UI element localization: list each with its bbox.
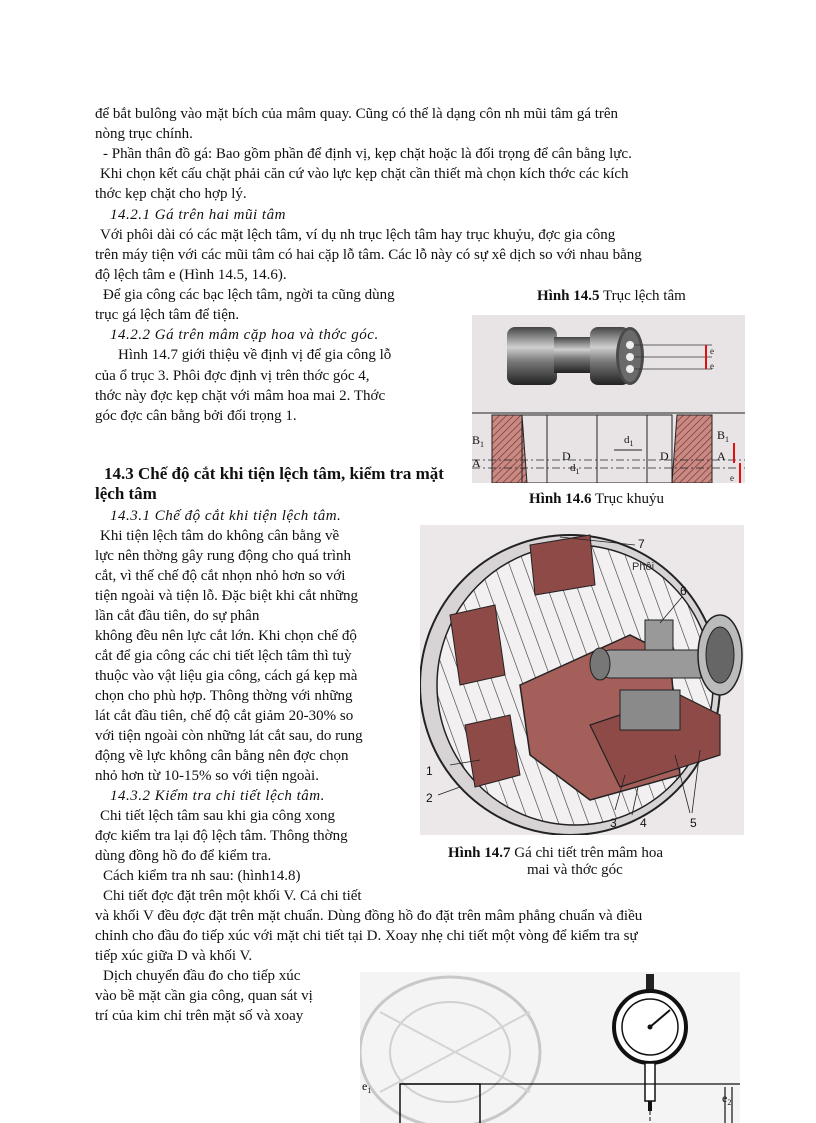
text-line: Khi chọn kết cấu chặt phải căn cứ vào lực kẹp chặt cần thiết mà chọn kích thớc các kích: [100, 166, 629, 182]
section-heading-14-2-1: 14.2.1 Gá trên hai mũi tâm: [110, 207, 286, 223]
label-e: e: [730, 473, 734, 483]
text-line: Hình 14.7 giới thiệu về định vị để gia công lỗ: [118, 347, 392, 363]
label-a: A: [717, 449, 726, 463]
text-line: tiện ngoài và tiện lỗ. Đặc biệt khi cắt những: [95, 588, 359, 604]
label-1: 1: [426, 764, 433, 778]
text-line: lát cắt đầu tiên, chế độ cắt giảm 20-30% so: [95, 708, 354, 724]
text-line: độ lệch tâm e (Hình 14.5, 14.6).: [95, 267, 287, 283]
text-line: Dịch chuyển đầu đo cho tiếp xúc: [103, 968, 301, 984]
text-line: Chi tiết đợc đặt trên một khối V. Cả chi tiết: [103, 888, 362, 904]
text-line: Để gia công các bạc lệch tâm, ngời ta cũng dùng: [103, 287, 395, 303]
text-line: nòng trục chính.: [95, 126, 193, 142]
section-heading-14-3-1: 14.3.1 Chế độ cắt khi tiện lệch tâm.: [110, 508, 342, 524]
figure-dial-gauge-check: [360, 972, 740, 1123]
label-e: e: [710, 346, 714, 356]
text-line: động về lực không cân bằng nên đợc chọn: [95, 748, 349, 764]
figure-number: Hình 14.7: [448, 845, 511, 861]
label-5: 5: [690, 816, 697, 830]
text-line: chỉnh cho đầu đo tiếp xúc với mặt chi tiết tại D. Xoay nhẹ chi tiết một vòng để kiểm tra sự: [95, 928, 638, 944]
text-line: của ổ trục 3. Phôi đợc định vị trên thớc góc 4,: [95, 368, 370, 384]
section-heading-14-3-cont: lệch tâm: [95, 484, 157, 503]
label-6: 6: [680, 584, 687, 598]
label-e1: $e_1$: [362, 1079, 372, 1095]
text-line: Khi tiện lệch tâm do không cân bằng về: [100, 528, 340, 544]
label-7: 7: [638, 537, 645, 551]
label-b1: $B_1$: [717, 428, 730, 444]
text-line: Cách kiểm tra nh sau: (hình14.8): [103, 868, 301, 884]
text-line: thớc này đợc kẹp chặt với mâm hoa mai 2. Thớc: [95, 388, 386, 404]
label-d: D: [562, 449, 571, 463]
label-2: 2: [426, 791, 433, 805]
text-line: không đều nên lực cắt lớn. Khi chọn chế độ: [95, 628, 357, 644]
text-line: vào bề mặt cần gia công, quan sát vị: [95, 988, 313, 1004]
figure-drawing: [472, 315, 745, 483]
label-b1: $B_1$: [472, 433, 485, 449]
text-line: lực nên thờng gây rung động cho quá trình: [95, 548, 352, 564]
figure-caption-14-6: [529, 491, 664, 508]
figure-caption-14-7: [448, 845, 663, 862]
figure-title: Gá chi tiết trên mâm hoa: [510, 845, 663, 861]
label-e2: $e_2$: [722, 1091, 732, 1107]
figure-number: Hình 14.6: [529, 491, 592, 507]
figure-caption-14-7-line2: mai và thớc góc: [527, 862, 623, 878]
text-line: Với phôi dài có các mặt lệch tâm, ví dụ nh trục lệch tâm hay trục khuỷu, đợc gia công: [100, 227, 616, 243]
text-line: thớc kẹp chặt cho hợp lý.: [95, 186, 247, 202]
figure-caption-14-5: [537, 288, 686, 305]
text-line: - Phần thân đồ gá: Bao gồm phần để định vị, kẹp chặt hoặc là đối trọng để cân bằng lực.: [103, 146, 632, 162]
figure-number: Hình 14.5: [537, 288, 600, 304]
text-line: và khối V đều đợc đặt trên mặt chuẩn. Dùng đồng hồ đo đặt trên mâm phẳng chuẩn và điều: [95, 908, 643, 924]
label-d: D: [660, 449, 669, 463]
figure-drawing: [360, 972, 740, 1123]
figure-title: Trục khuỷu: [591, 491, 665, 507]
text-line: Chi tiết lệch tâm sau khi gia công xong: [100, 808, 335, 824]
figure-faceplate-angle-plate: [420, 525, 744, 835]
label-3: 3: [610, 816, 617, 830]
figure-drawing: [420, 525, 744, 835]
section-heading-14-3-2: 14.3.2 Kiểm tra chi tiết lệch tâm.: [110, 788, 325, 804]
text-line: để bắt bulông vào mặt bích của mâm quay. Cũng có thể là dạng côn nh mũi tâm gá trên: [95, 106, 619, 122]
text-line: dùng đồng hồ đo để kiểm tra.: [95, 848, 272, 864]
figure-eccentric-shaft-and-crankshaft: [472, 315, 745, 483]
text-line: thuộc vào vật liệu gia công, cách gá kẹp mà: [95, 668, 358, 684]
label-phoi: Phôi: [632, 561, 655, 573]
text-line: góc đợc cân bằng bởi đối trọng 1.: [95, 408, 297, 424]
text-line: trục gá lệch tâm để tiện.: [95, 307, 240, 323]
section-heading-14-3: 14.3 Chế độ cắt khi tiện lệch tâm, kiểm tra mặt: [104, 464, 444, 483]
text-line: cắt để gia công các chi tiết lệch tâm thì tuỳ: [95, 648, 352, 664]
label-e: e: [710, 361, 714, 371]
text-line: trí của kim chỉ trên mặt số và xoay: [95, 1008, 304, 1024]
text-line: chọn cho phù hợp. Thông thờng với những: [95, 688, 353, 704]
text-line: nhỏ hơn từ 10-15% so với tiện ngoài.: [95, 768, 319, 784]
section-heading-14-2-2: 14.2.2 Gá trên mâm cặp hoa và thớc góc.: [110, 327, 379, 343]
text-line: lần cắt đầu tiên, do sự phân: [95, 608, 260, 624]
text-line: trên máy tiện với các mũi tâm có hai cặp lỗ tâm. Các lỗ này có sự xê dịch so với nhau bằng: [95, 247, 642, 263]
text-line: với tiện ngoài còn những lát cắt sau, do rung: [95, 728, 363, 744]
label-4: 4: [640, 816, 647, 830]
text-line: đợc kiểm tra lại độ lệch tâm. Thông thờng: [95, 828, 348, 844]
figure-title: Trục lệch tâm: [599, 288, 686, 304]
text-line: tiếp xúc giữa D và khối V.: [95, 948, 253, 964]
label-a: A: [472, 456, 481, 470]
text-line: cắt, vì thế chế độ cắt nhọn nhỏ hơn so với: [95, 568, 346, 584]
label-d1: $d_1$: [624, 434, 634, 448]
label-d1: $d_1$: [570, 462, 580, 476]
